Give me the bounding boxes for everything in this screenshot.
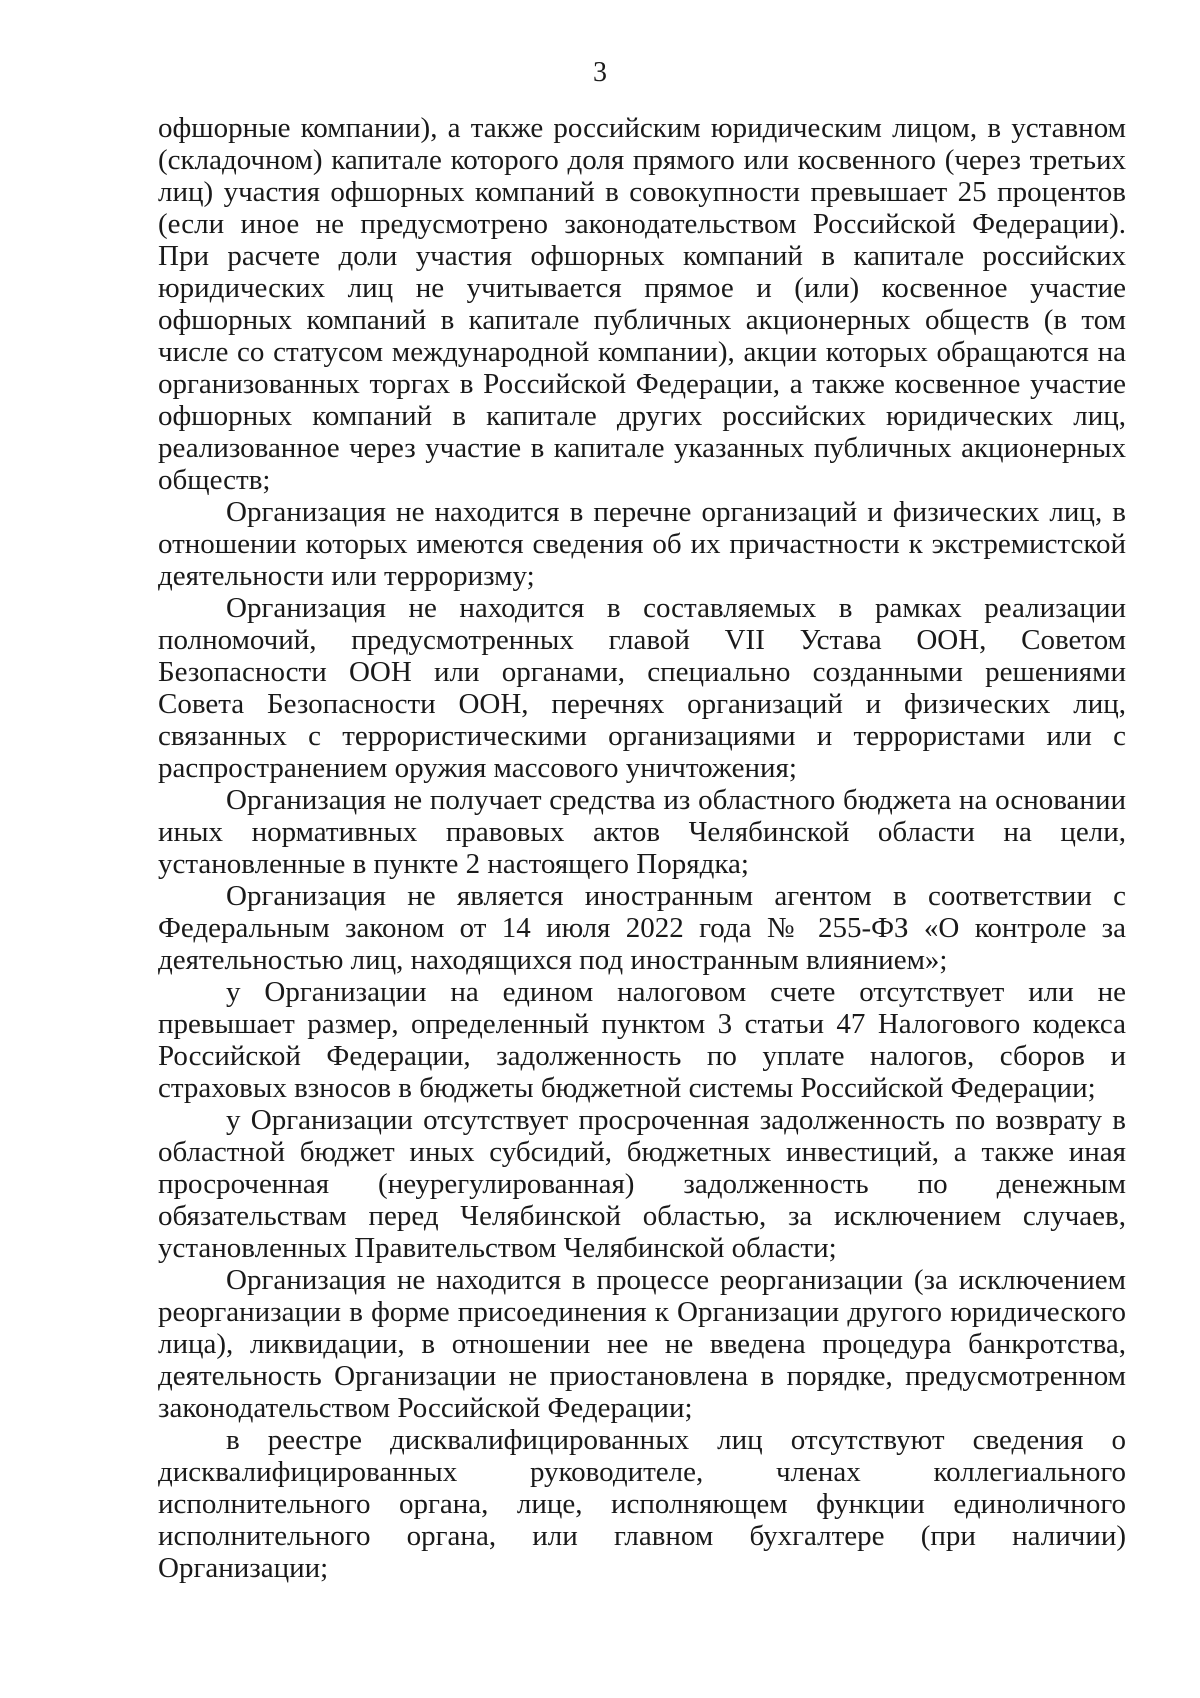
paragraph-un-sanctions-list: Организация не находится в составляемых в рамках реализации полномочий, предусмотренных главой VII Устава ООН, Советом Безопасности ООН или органами, специально созданными решениями Совета Безопасности ООН, перечнях организаций и физических лиц, связанных с террористическими организациями и террористами или с распространением оружия массового уничтожения; [158,592,1126,784]
paragraph-extremism-list: Организация не находится в перечне организаций и физических лиц, в отношении которых имеются сведения об их причастности к экстремистской деятельности или терроризму; [158,496,1126,592]
page-number: 3 [593,57,607,88]
paragraph-reorganization: Организация не находится в процессе реорганизации (за исключением реорганизации в форме присоединения к Организации другого юридического лица), ликвидации, в отношении нее не введена процедура банкротства, деятельность Организации не приостановлена в порядке, предусмотренном законодательством Российской Федерации; [158,1264,1126,1424]
paragraph-overdue-debt: у Организации отсутствует просроченная задолженность по возврату в областной бюджет иных субсидий, бюджетных инвестиций, а также иная просроченная (неурегулированная) задолженность по денежным обязательствам перед Челябинской областью, за исключением случаев, установленных Правительством Челябинской области; [158,1104,1126,1264]
paragraph-disqualified-persons: в реестре дисквалифицированных лиц отсутствуют сведения о дисквалифицированных руководителе, членах коллегиального исполнительного органа, лице, исполняющем функции единоличного исполнительного органа, или главном бухгалтере (при наличии) Организации; [158,1424,1126,1584]
document-body [158,112,1126,1584]
paragraph-no-other-budget-funds: Организация не получает средства из областного бюджета на основании иных нормативных правовых актов Челябинской области на цели, установленные в пункте 2 настоящего Порядка; [158,784,1126,880]
paragraph-foreign-agent: Организация не является иностранным агентом в соответствии с Федеральным законом от 14 июля 2022 года № 255-ФЗ «О контроле за деятельностью лиц, находящихся под иностранным влиянием»; [158,880,1126,976]
paragraph-tax-debt: у Организации на едином налоговом счете отсутствует или не превышает размер, определенный пунктом 3 статьи 47 Налогового кодекса Российской Федерации, задолженность по уплате налогов, сборов и страховых взносов в бюджеты бюджетной системы Российской Федерации; [158,976,1126,1104]
paragraph-offshore-continuation: офшорные компании), а также российским юридическим лицом, в уставном (складочном) капитале которого доля прямого или косвенного (через третьих лиц) участия офшорных компаний в совокупности превышает 25 процентов (если иное не предусмотрено законодательством Российской Федерации). При расчете доли участия офшорных компаний в капитале российских юридических лиц не учитывается прямое и (или) косвенное участие офшорных компаний в капитале публичных акционерных обществ (в том числе со статусом международной компании), акции которых обращаются на организованных торгах в Российской Федерации, а также косвенное участие офшорных компаний в капитале других российских юридических лиц, реализованное через участие в капитале указанных публичных акционерных обществ; [158,112,1126,496]
